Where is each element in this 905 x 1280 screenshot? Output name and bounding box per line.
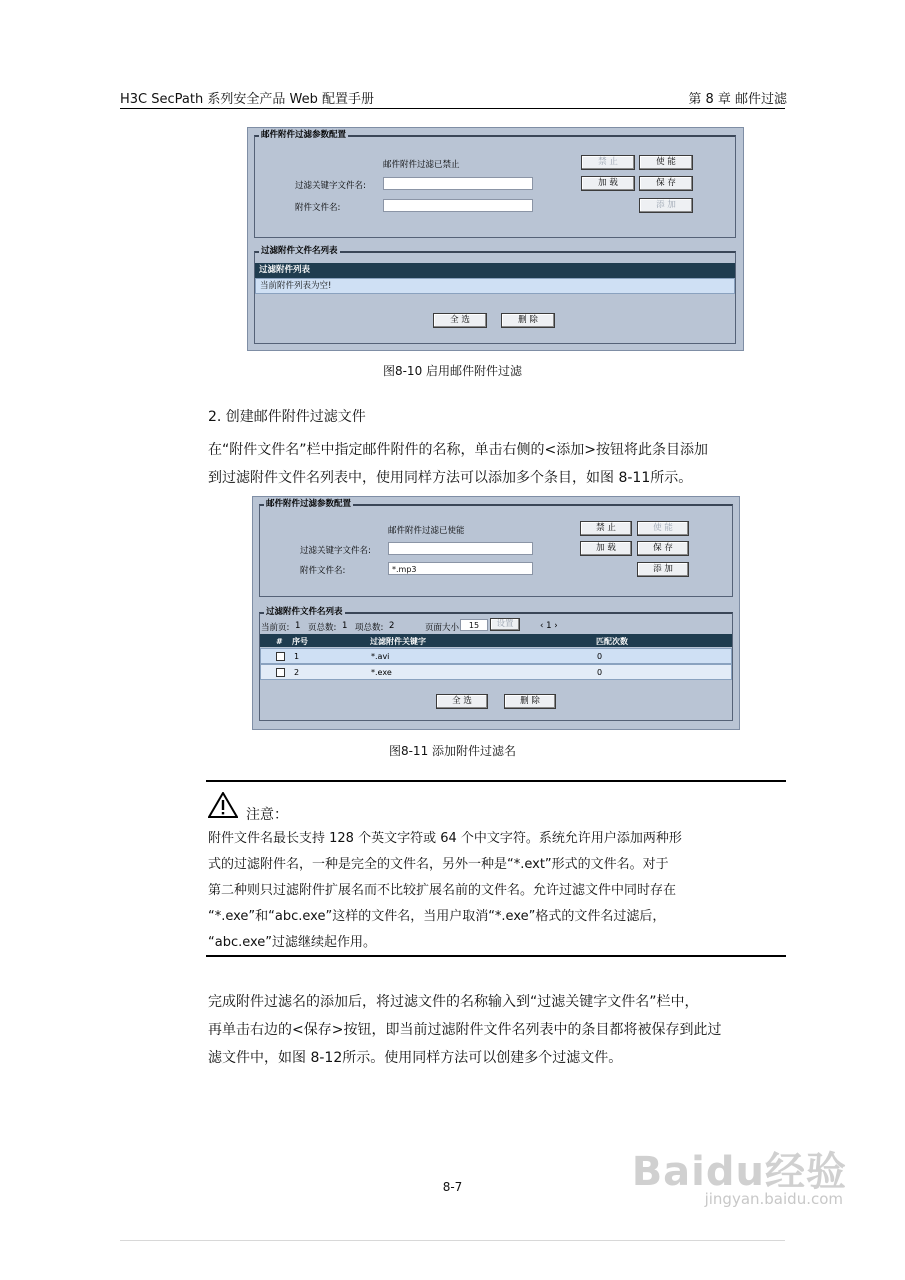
warning-icon bbox=[208, 792, 238, 822]
disable-button[interactable]: 禁 止 bbox=[581, 155, 635, 170]
figure-8-11 bbox=[252, 496, 740, 730]
params-fieldset bbox=[259, 499, 733, 597]
header-right: 第 8 章 邮件过滤 bbox=[688, 92, 787, 107]
keyword-label: 过滤关键字文件名: bbox=[300, 546, 371, 556]
row-keyword: *.avi bbox=[371, 652, 390, 661]
list-fieldset bbox=[254, 246, 736, 344]
col-number: 序号 bbox=[292, 637, 308, 646]
baidu-watermark-logo: Baidu经验 bbox=[631, 1149, 847, 1195]
header-divider bbox=[120, 108, 785, 109]
attach-label: 附件文件名: bbox=[300, 566, 346, 576]
add-button[interactable]: 添 加 bbox=[639, 198, 693, 213]
load-button[interactable]: 加 载 bbox=[580, 541, 632, 556]
pager-items: 2 bbox=[389, 621, 395, 631]
note-top-rule bbox=[206, 780, 786, 782]
col-select: # bbox=[276, 637, 283, 646]
page-number: 8-7 bbox=[442, 1180, 463, 1194]
select-all-button[interactable]: 全 选 bbox=[436, 694, 488, 709]
list-legend: 过滤附件文件名列表 bbox=[261, 246, 338, 256]
figure-8-10 bbox=[247, 127, 744, 351]
status-text: 邮件附件过滤已使能 bbox=[388, 526, 465, 536]
note-line: “*.exe”和“abc.exe”这样的文件名，当用户取消“*.exe”格式的文件名过滤后， bbox=[208, 909, 666, 924]
attach-input[interactable]: *.mp3 bbox=[388, 562, 533, 575]
col-keyword: 过滤附件关键字 bbox=[370, 637, 426, 646]
save-button[interactable]: 保 存 bbox=[637, 541, 689, 556]
list-fieldset bbox=[259, 607, 733, 721]
baidu-watermark-url: jingyan.baidu.com bbox=[704, 1190, 843, 1208]
load-button[interactable]: 加 载 bbox=[581, 176, 635, 191]
save-button[interactable]: 保 存 bbox=[639, 176, 693, 191]
paragraph-2-line: 完成附件过滤名的添加后，将过滤文件的名称输入到“过滤关键字文件名”栏中， bbox=[208, 994, 699, 1010]
attach-input[interactable] bbox=[383, 199, 533, 212]
paragraph-2 bbox=[208, 988, 788, 1072]
page-size-input[interactable]: 15 bbox=[460, 619, 488, 631]
select-all-button[interactable]: 全 选 bbox=[433, 313, 487, 328]
paragraph-2-line: 滤文件中，如图 8-12所示。使用同样方法可以创建多个过滤文件。 bbox=[208, 1050, 623, 1066]
note-line: 式的过滤附件名，一种是完全的文件名，另外一种是“*.ext”形式的文件名。对于 bbox=[208, 857, 669, 872]
note-line: 第二种则只过滤附件扩展名而不比较扩展名前的文件名。允许过滤文件中同时存在 bbox=[208, 883, 677, 898]
page-size-set-button[interactable]: 设置 bbox=[490, 618, 520, 631]
disable-button[interactable]: 禁 止 bbox=[580, 521, 632, 536]
enable-button[interactable]: 使 能 bbox=[639, 155, 693, 170]
header-left: H3C SecPath 系列安全产品 Web 配置手册 bbox=[120, 92, 374, 107]
params-fieldset bbox=[254, 130, 736, 238]
page-size-label: 页面大小 bbox=[425, 623, 460, 633]
pager-current-label: 当前页: bbox=[261, 623, 290, 633]
row-keyword: *.exe bbox=[371, 668, 392, 677]
list-legend: 过滤附件文件名列表 bbox=[266, 607, 343, 617]
note-line: 附件文件名最长支持 128 个英文字符或 64 个中文字符。系统允许用户添加两种形 bbox=[208, 831, 682, 846]
keyword-input[interactable] bbox=[383, 177, 533, 190]
paragraph-1-line: 到过滤附件文件名列表中，使用同样方法可以添加多个条目，如图 8-11所示。 bbox=[208, 470, 693, 486]
keyword-input[interactable] bbox=[388, 542, 533, 555]
note-body bbox=[208, 826, 786, 956]
row-count: 0 bbox=[597, 652, 603, 661]
list-empty-row: 当前附件列表为空! bbox=[255, 278, 735, 294]
delete-button[interactable]: 删 除 bbox=[501, 313, 555, 328]
attach-label: 附件文件名: bbox=[295, 203, 341, 213]
pager-total: 1 bbox=[342, 621, 348, 631]
paragraph-1-line: 在“附件文件名”栏中指定邮件附件的名称，单击右侧的<添加>按钮将此条目添加 bbox=[208, 442, 708, 458]
delete-button[interactable]: 删 除 bbox=[504, 694, 556, 709]
row-checkbox[interactable] bbox=[276, 668, 285, 677]
enable-button[interactable]: 使 能 bbox=[637, 521, 689, 536]
footer-rule bbox=[120, 1240, 785, 1241]
paragraph-1 bbox=[208, 436, 788, 492]
list-header: 过滤附件列表 bbox=[255, 263, 735, 278]
paragraph-2-line: 再单击右边的<保存>按钮，即当前过滤附件文件名列表中的条目都将被保存到此过 bbox=[208, 1022, 722, 1038]
row-count: 0 bbox=[597, 668, 603, 677]
section-heading: 2. 创建邮件附件过滤文件 bbox=[208, 409, 366, 425]
row-number: 1 bbox=[294, 652, 300, 661]
table-row[interactable] bbox=[260, 648, 732, 664]
figure-8-11-caption: 图8-11 添加附件过滤名 bbox=[388, 744, 517, 758]
status-text: 邮件附件过滤已禁止 bbox=[383, 160, 460, 170]
note-bottom-rule bbox=[206, 955, 786, 957]
note-title: 注意： bbox=[246, 807, 288, 823]
pager-total-label: 页总数: bbox=[308, 623, 337, 633]
figure-8-10-caption: 图8-10 启用邮件附件过滤 bbox=[382, 364, 523, 378]
pager-current: 1 bbox=[295, 621, 301, 631]
table-row[interactable] bbox=[260, 664, 732, 680]
pager-items-label: 项总数: bbox=[355, 623, 384, 633]
keyword-label: 过滤关键字文件名: bbox=[295, 181, 366, 191]
params-legend: 邮件附件过滤参数配置 bbox=[266, 499, 352, 509]
params-legend: 邮件附件过滤参数配置 bbox=[261, 130, 347, 140]
col-count: 匹配次数 bbox=[596, 637, 628, 646]
add-button[interactable]: 添 加 bbox=[637, 562, 689, 577]
table-header bbox=[260, 634, 732, 647]
note-line: “abc.exe”过滤继续起作用。 bbox=[208, 935, 377, 950]
row-number: 2 bbox=[294, 668, 300, 677]
row-checkbox[interactable] bbox=[276, 652, 285, 661]
pager-nav[interactable]: ‹ 1 › bbox=[540, 621, 558, 631]
